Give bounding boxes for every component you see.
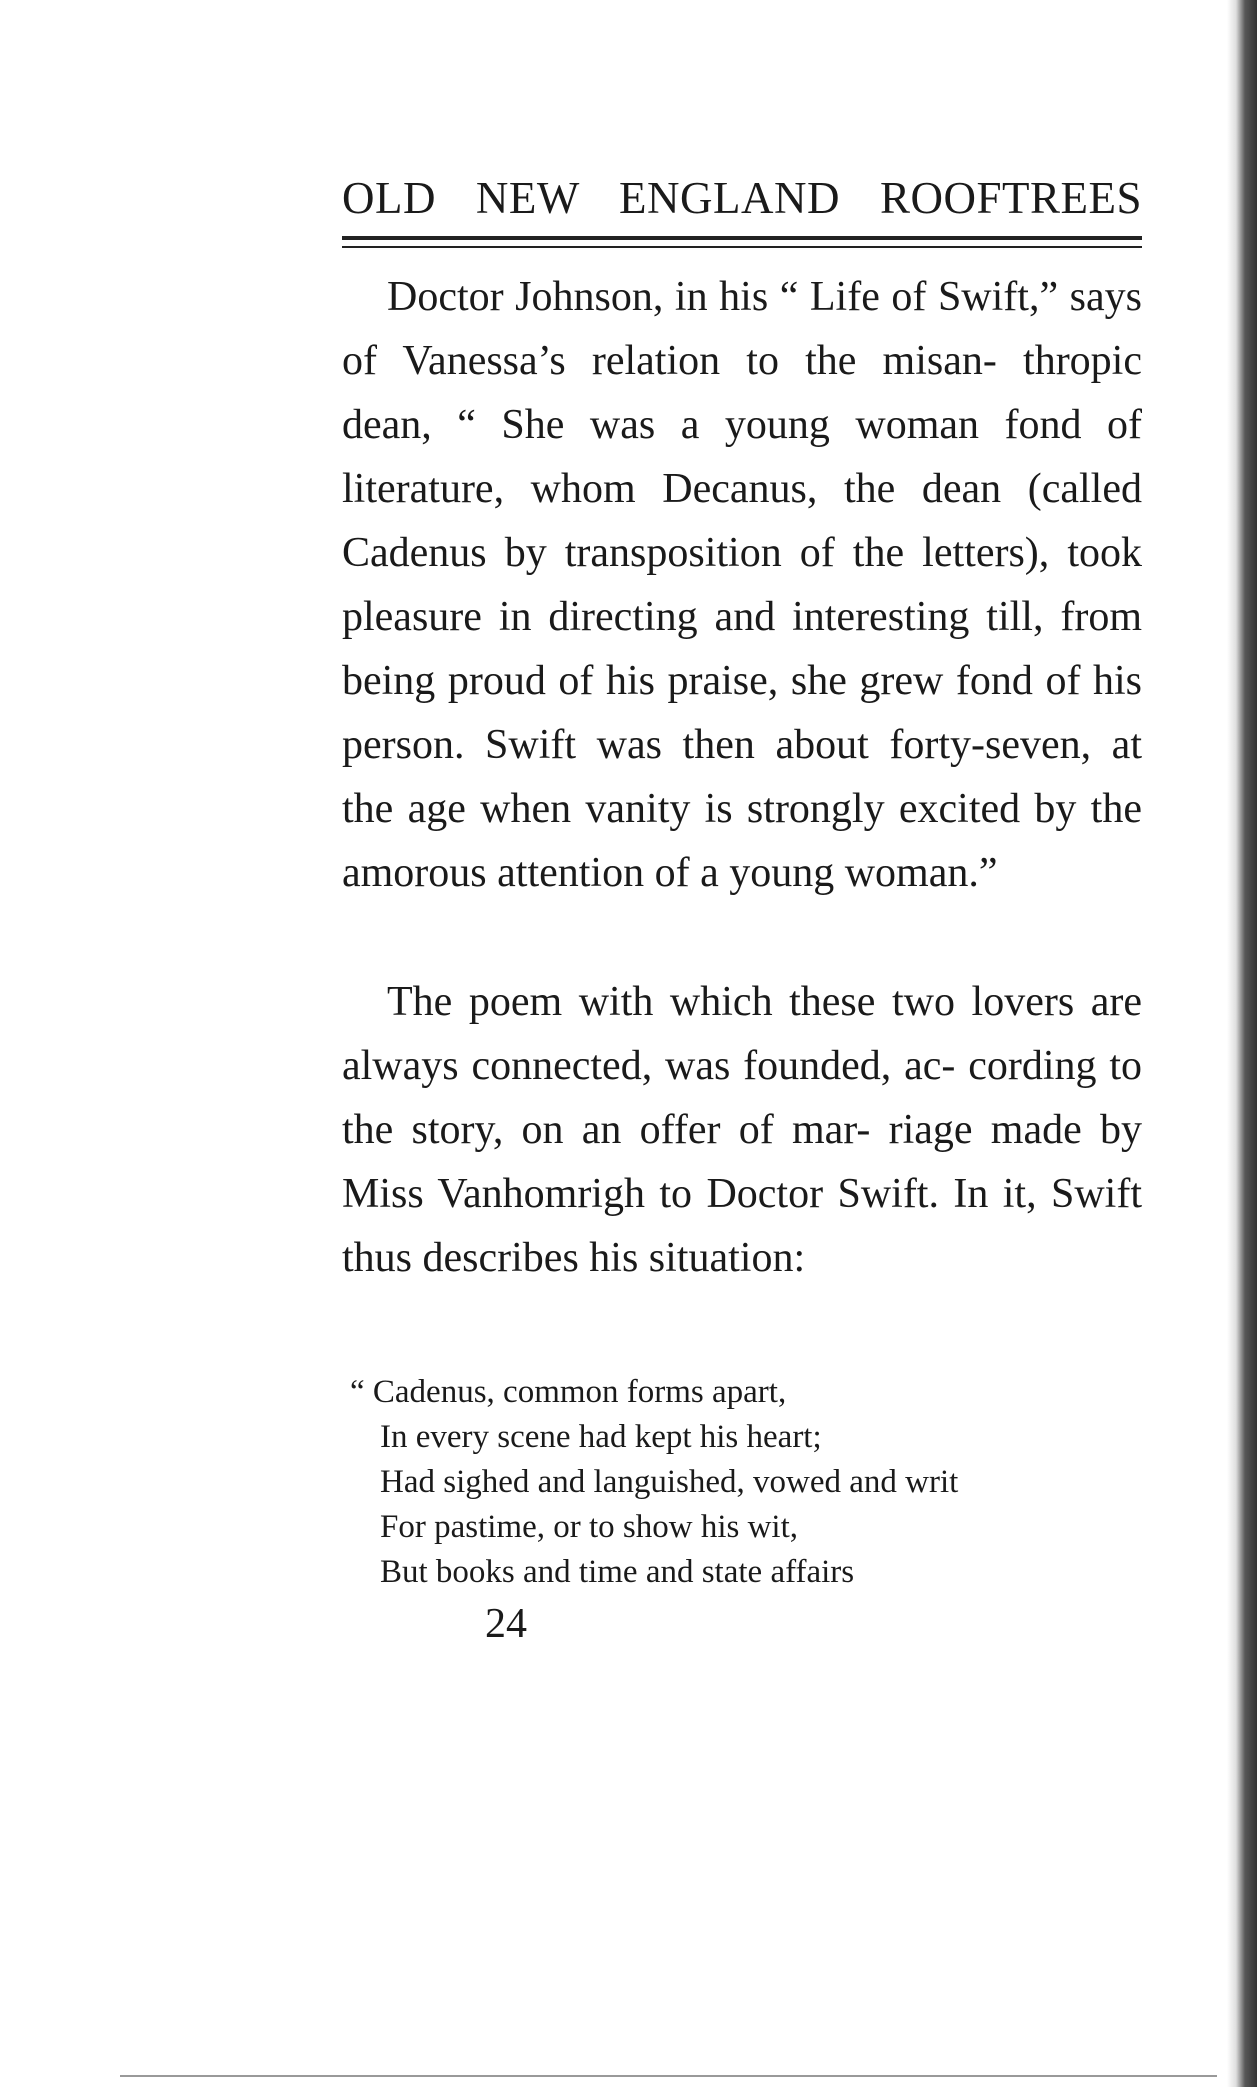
page-number: 24 [485, 1601, 527, 1647]
paragraph-2: The poem with which these two lovers are always connected, was founded, ac- cording to the story, on an offer of mar- riage made by Miss Vanhomrigh to Doctor Swift. In it, Swift thus describes his situation: [342, 979, 1142, 1281]
running-head: OLD NEW ENGLAND ROOFTREES [342, 173, 1142, 223]
poem-quotation [350, 1370, 1150, 1595]
header-rule-thin [342, 246, 1142, 248]
poem-line: “ Cadenus, common forms apart, [350, 1374, 787, 1410]
paragraph-1: Doctor Johnson, in his “ Life of Swift,” says of Vanessa’s relation to the misan- thropic dean, “ She was a young woman fond of literature, whom Decanus, the dean (called Cadenus by transposition of the letters), took pleasure in directing and interesting till, from being proud of his praise, she grew fond of his person. Swift was then about forty-seven, at the age when vanity is strongly excited by the amorous attention of a young woman.” [342, 274, 1142, 896]
poem-line: Had sighed and languished, vowed and writ [380, 1464, 959, 1500]
poem-line: For pastime, or to show his wit, [380, 1509, 798, 1545]
poem-line: In every scene had kept his heart; [380, 1419, 822, 1455]
header-rule-thick [342, 236, 1142, 240]
page-edge-shadow [1227, 0, 1257, 2087]
poem-line: But books and time and state affairs [380, 1554, 855, 1590]
page-bottom-edge [120, 2075, 1217, 2077]
